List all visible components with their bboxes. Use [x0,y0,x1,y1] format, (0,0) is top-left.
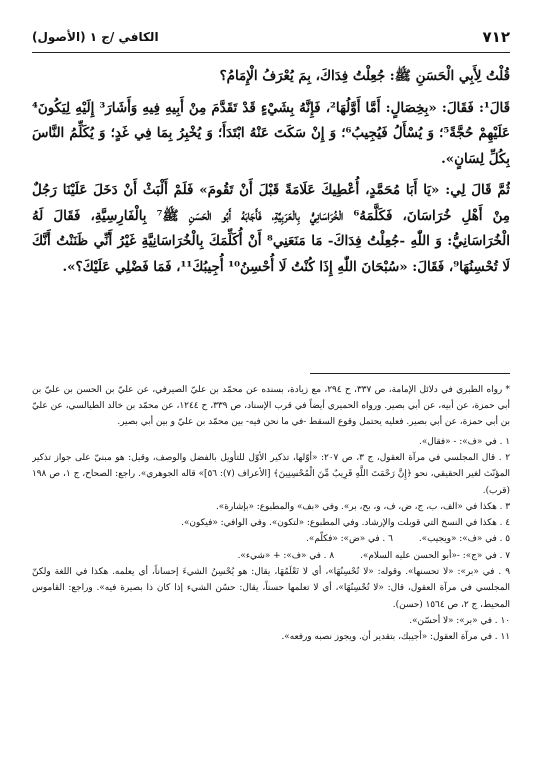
footnote-row-7-8 [32,548,510,564]
footnote-7: ٧ . في «ج»: -«أبو الحسن عليه السلام». [360,550,510,561]
hadith-paragraph-1: قُلْتُ لِأَبِي الْحَسَنِ ﷺ: جُعِلْتُ فِدَاكَ، بِمَ يُعْرَفُ الْإِمَامُ؟ [219,68,510,84]
footnote-4: ٤ . هكذا في النسخ التي قوبلت والإرشاد. وفي المطبوع: «لتكون». وفي الوافي: «فيكون». [181,518,510,529]
footnote-1: ١ . في «ف»: - «فقال». [419,436,510,447]
footnote-row-5-6 [32,531,510,547]
running-title: الكافي /ج ١ (الأصول) [32,30,159,44]
hadith-text [32,64,510,362]
footnote-11: ١١ . في مرآة العقول: «أجيبك، بتقدير أن. ويجوز نصبه ورفعه». [281,632,510,643]
footnote-10: ١٠ . في «بر»: «لا أحسّن». [409,615,510,626]
footnote-5: ٥ . في «ف»: «ويجيب». [418,534,510,545]
footnote-3: ٣ . هكذا في «الف، ب، ج، ض، ف، و، بح، بر». وفي «بف» والمطبوع: «بإشارة». [215,501,510,512]
source-note: * رواه الطبري في دلائل الإمامة، ص ٣٣٧، ح ٢٩٤، مع زيادة، بسنده عن محمّد بن عليّ الصيرفي، عن عليّ بن الحسن بن عليّ بن أبي حمزة، عن أبيه، عن أبي بصير. ورواه الحميري أيضاً في قرب الإسناد، ص ٣٣٩، ح ١٢٤٤، عن محمّد بن خالد الطيالسي، عن عليّ بن أبي حمزة، عن أبي بصير. فعليه يحتمل وقوع السقط -في ما نحن فيه- بين محمّد بن عليّ و بين أبي بصير. [32,385,510,428]
hadith-paragraph-2: قَالَ¹: فَقَالَ: «بِخِصَالٍ: أَمَّا أَوَّلُهَا²، فَإِنَّهُ بِشَيْءٍ قَدْ تَقَدَّمَ مِنْ أَبِيهِ فِيهِ وَأَشَارَ³ إِلَيْهِ لِيَكُونَ⁴ عَلَيْهِمْ حُجَّةً⁵؛ وَ يُسْأَلُ فَيُجِيبُ⁶؛ وَ إِنْ سَكَتَ عَنْهُ ابْتَدَأَ؛ وَ يُخْبِرُ بِمَا فِي غَدٍ؛ وَ يُكَلِّمُ النَّاسَ بِكُلِّ لِسَانٍ». [32,99,510,167]
header-rule [32,52,510,53]
footnote-2: ٢ . قال المجلسي في مرآة العقول، ج ٣، ص ٢٠٧: «أوّلها، تذكير الأوّل للتأويل بالفضل والوصف، وقيل: هو مبنيّ على جواز تذكير المؤنّث لغير الحقيقي، نحو ﴿إِنَّ رَحْمَتَ اللَّهِ قَرِيبٌ مِّنَ الْمُحْسِنِينَ﴾ [الأعراف (٧): ٥٦]» قاله الجوهري». راجع: الصحاح، ج ١، ص ١٩٨ (قرب). [32,452,510,496]
footnote-8: ٨ . في «ف»: + «شيء». [237,550,335,561]
footnote-9: ٩ . في «بر»: «لا تحسنها». وقوله: «لا تُحْسِنُهَا»، أي لا تَعْلَمُهَا، يقال: هو يُحْسِنُ الشيءَ إحساناً، أي يعلمه. هكذا في اللغة ولكنّ المجلسي في مرآة العقول، قال: «لا تُحْسِنُهَا»، أي لا تعلمها حسناً، يقال: حسُن الشيء إذا كان ذا بصيرة فيه». وراجع: القاموس المحيط، ج ٢، ص ١٥٦٤ (حسن). [32,566,510,610]
footnote-separator [310,373,510,374]
page-number: ٧١٢ [482,28,510,46]
footnotes [32,382,510,754]
hadith-paragraph-3: ثُمَّ قَالَ لِي: «يَا أَبَا مُحَمَّدٍ، أُعْطِيكَ عَلَامَةً قَبْلَ أَنْ تَقُومَ» فَلَمْ أَلْبَثْ أَنْ دَخَلَ عَلَيْنَا رَجُلٌ مِنْ أَهْلِ خُرَاسَانَ، فَكَلَّمَهُ⁶ الْخُرَاسَانِيُّ بِالْعَرَبِيَّةِ، فَأَجَابَهُ أَبُو الْحَسَنِ ﷺ⁷ بِالْفَارِسِيَّةِ، فَقَالَ لَهُ الْخُرَاسَانِيُّ: وَ اللّٰهِ -جُعِلْتُ فِدَاكَ- مَا مَنَعَنِي⁸ أَنْ أُكَلِّمَكَ بِالْخُرَاسَانِيَّةِ غَيْرُ أَنِّي ظَنَنْتُ أَنَّكَ لَا تُحْسِنُهَا⁹، فَقَالَ: «سُبْحَانَ اللّٰهِ إِذَا كُنْتُ لَا أُحْسِنُ¹⁰ أُجِيبُكَ¹¹، فَمَا فَضْلِي عَلَيْكَ؟». [32,182,510,275]
footnote-6: ٦ . في «ض»: «فكلّم». [306,534,393,545]
page-header [32,24,510,50]
